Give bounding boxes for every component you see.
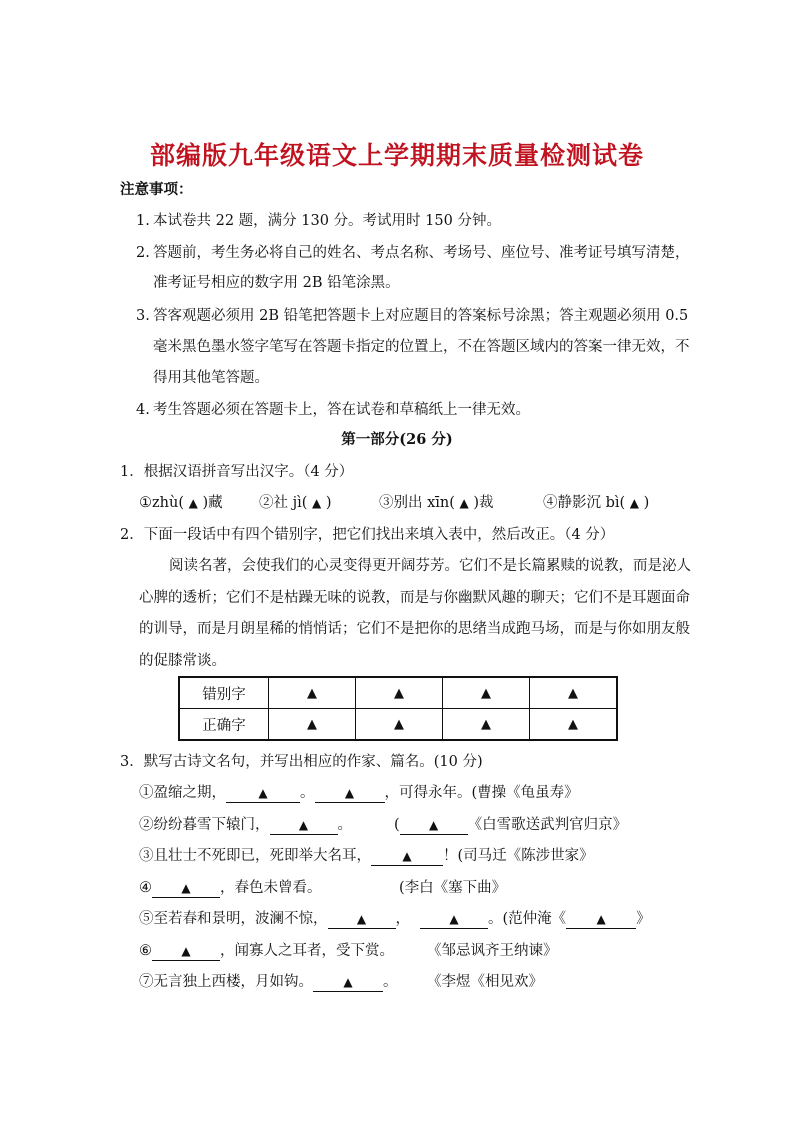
q1-item-3 — [379, 493, 494, 513]
notice-heading: 注意事项： — [120, 181, 193, 198]
q3-line-3-text: ！(司马迁《陈涉世家》 — [443, 848, 594, 864]
answer-marker-icon: ▲ — [181, 944, 191, 958]
answer-blank[interactable] — [371, 847, 443, 866]
q2-stem: 2．下面一段话中有四个错别字，把它们找出来填入表中，然后改正。（4 分） — [120, 527, 615, 543]
q3-line-5-text: ， — [395, 911, 410, 927]
notice-item-3-text: 答客观题必须用 2B 铅笔把答题卡上对应题目的答案标号涂黑；答主观题必须用 0.5 — [153, 308, 689, 324]
q3-line-2-text: ( — [394, 817, 400, 833]
q3-line-5-text: 》 — [636, 911, 651, 927]
q1-item-2-pre: ②社 jì( — [259, 495, 308, 511]
q3-line-7-source: 《李煜《相见欢》 — [427, 974, 543, 990]
correction-table — [178, 676, 618, 741]
table-label-wrong: 错别字 — [179, 677, 269, 709]
q1-item-1-pre: ①zhù( — [139, 495, 184, 511]
q3-line-2-text: 《白雪歌送武判官归京》 — [467, 817, 628, 833]
q2-passage-line-1: 阅读名著，会使我们的心灵变得更开阔芬芳。它们不是长篇累赎的说教，而是泌人 — [169, 558, 691, 574]
q3-line-3-text: ③且壮士不死即已，死即举大名耳， — [139, 848, 371, 864]
q1-item-4-post: ) — [643, 495, 650, 511]
answer-marker-icon: ▲ — [258, 786, 268, 800]
table-cell[interactable]: ▲ — [356, 709, 443, 741]
table-row-correct — [179, 709, 617, 741]
q3-line-5-text: ⑤至若春和景明，波澜不惊， — [139, 911, 328, 927]
notice-item-3-text-cont: 毫米黑色墨水签字笔写在答题卡指定的位置上，不在答题区域内的答案一律无效，不 — [153, 339, 690, 355]
notice-item-3-num: 3. — [136, 308, 150, 324]
answer-marker-icon: ▲ — [181, 881, 191, 895]
notice-item-2-text-cont: 准考证号相应的数字用 2B 铅笔涂黑。 — [153, 275, 400, 291]
q3-stem: 3．默写古诗文名句，并写出相应的作家、篇名。(10 分) — [120, 754, 483, 770]
q3-line-7 — [139, 972, 398, 992]
answer-marker-icon: ▲ — [356, 912, 367, 926]
q3-line-7-text: ⑦无言独上西楼，月如钩。 — [139, 974, 313, 990]
notice-item-4-num: 4. — [136, 402, 150, 418]
answer-marker-icon: ▲ — [449, 912, 459, 926]
q3-line-1-text: ①盈缩之期， — [139, 785, 226, 801]
notice-item-3-text-cont2: 得用其他笔答题。 — [153, 370, 269, 386]
table-label-correct: 正确字 — [179, 709, 269, 741]
notice-item-1-num: 1. — [136, 213, 150, 229]
answer-blank[interactable] — [226, 784, 300, 803]
answer-marker-icon: ▲ — [429, 818, 439, 832]
notice-item-2-text: 答题前，考生务必将自己的姓名、考点名称、考场号、座位号、准考证号填写清楚， — [153, 245, 690, 261]
answer-blank[interactable] — [270, 816, 338, 835]
table-cell[interactable]: ▲ — [530, 709, 618, 741]
q3-line-6-source: 《邹忌讽齐王纳谏》 — [427, 943, 558, 959]
q2-passage-line-2: 心脾的透析；它们不是枯躁无味的说教，而是与你幽默风趣的聊天；它们不是耳题面命 — [139, 590, 690, 606]
table-cell[interactable]: ▲ — [269, 677, 356, 709]
answer-blank[interactable] — [400, 816, 468, 835]
q1-item-1 — [139, 493, 223, 513]
q1-item-4 — [543, 493, 649, 513]
notice-item-4-text: 考生答题必须在答题卡上，答在试卷和草稿纸上一律无效。 — [153, 402, 530, 418]
answer-marker-icon: ▲ — [344, 786, 355, 800]
q2-passage-line-3: 的训导，而是月朗星稀的悄悄话；它们不是把你的思绪当成跑马场，而是与你如朋友般 — [139, 621, 690, 637]
notice-item-2-num: 2. — [136, 245, 150, 261]
answer-blank[interactable] — [315, 784, 385, 803]
q1-item-4-pre: ④静影沉 bì( — [543, 495, 626, 511]
q3-line-6-text: ⑥ — [139, 943, 152, 959]
answer-marker-icon: ▲ — [402, 849, 412, 863]
answer-blank[interactable] — [152, 879, 220, 898]
q3-line-6 — [139, 941, 394, 961]
q3-line-2-text: ②纷纷暮雪下辕门， — [139, 817, 270, 833]
q3-line-1-text: 。 — [300, 785, 315, 801]
table-cell[interactable]: ▲ — [530, 677, 618, 709]
answer-blank[interactable] — [313, 973, 383, 992]
q3-line-7-text: 。 — [383, 974, 398, 990]
q1-item-1-post: )藏 — [202, 495, 223, 511]
answer-marker-icon: ▲ — [312, 496, 322, 510]
q3-line-1-text: ，可得永年。(曹操《龟虽寿》 — [384, 785, 579, 801]
q3-line-5-text: 。(范仲淹《 — [488, 911, 567, 927]
answer-marker-icon: ▲ — [343, 975, 353, 989]
answer-blank[interactable] — [152, 942, 220, 961]
answer-marker-icon: ▲ — [298, 818, 309, 832]
q3-line-2 — [139, 815, 627, 835]
q3-line-1 — [139, 783, 579, 803]
q1-item-2-post: ) — [325, 495, 332, 511]
q3-line-6-text: ，闻寡人之耳者，受下赏。 — [220, 943, 394, 959]
q3-line-5 — [139, 909, 651, 929]
q3-line-4-text: ④ — [139, 880, 152, 896]
q3-line-4-text: ，春色未曾看。 — [220, 880, 322, 896]
table-cell[interactable]: ▲ — [269, 709, 356, 741]
table-cell[interactable]: ▲ — [356, 677, 443, 709]
q3-line-4-source: (李白《塞下曲》 — [399, 880, 507, 896]
answer-blank[interactable] — [328, 910, 396, 929]
page-title: 部编版九年级语文上学期期末质量检测试卷 — [149, 141, 644, 170]
q1-item-3-post: )裁 — [473, 495, 494, 511]
table-cell[interactable]: ▲ — [443, 709, 530, 741]
answer-marker-icon: ▲ — [459, 496, 469, 510]
q1-item-3-pre: ③别出 xīn( — [379, 495, 455, 511]
q1-stem: 1．根据汉语拼音写出汉字。（4 分） — [120, 464, 354, 480]
answer-marker-icon: ▲ — [596, 912, 606, 926]
q3-line-2-text: 。 — [337, 817, 352, 833]
q1-item-2 — [259, 493, 332, 513]
q3-line-3 — [139, 846, 594, 866]
table-row-wrong — [179, 677, 617, 709]
answer-blank[interactable] — [566, 910, 636, 929]
q3-line-4 — [139, 878, 322, 898]
answer-marker-icon: ▲ — [629, 496, 640, 510]
answer-marker-icon: ▲ — [188, 496, 198, 510]
answer-blank[interactable] — [420, 910, 488, 929]
table-cell[interactable]: ▲ — [443, 677, 530, 709]
q2-passage-line-4: 的促膝常谈。 — [139, 653, 226, 669]
notice-item-1-text: 本试卷共 22 题，满分 130 分。考试用时 150 分钟。 — [153, 213, 501, 229]
part1-heading: 第一部分(26 分) — [341, 431, 453, 448]
